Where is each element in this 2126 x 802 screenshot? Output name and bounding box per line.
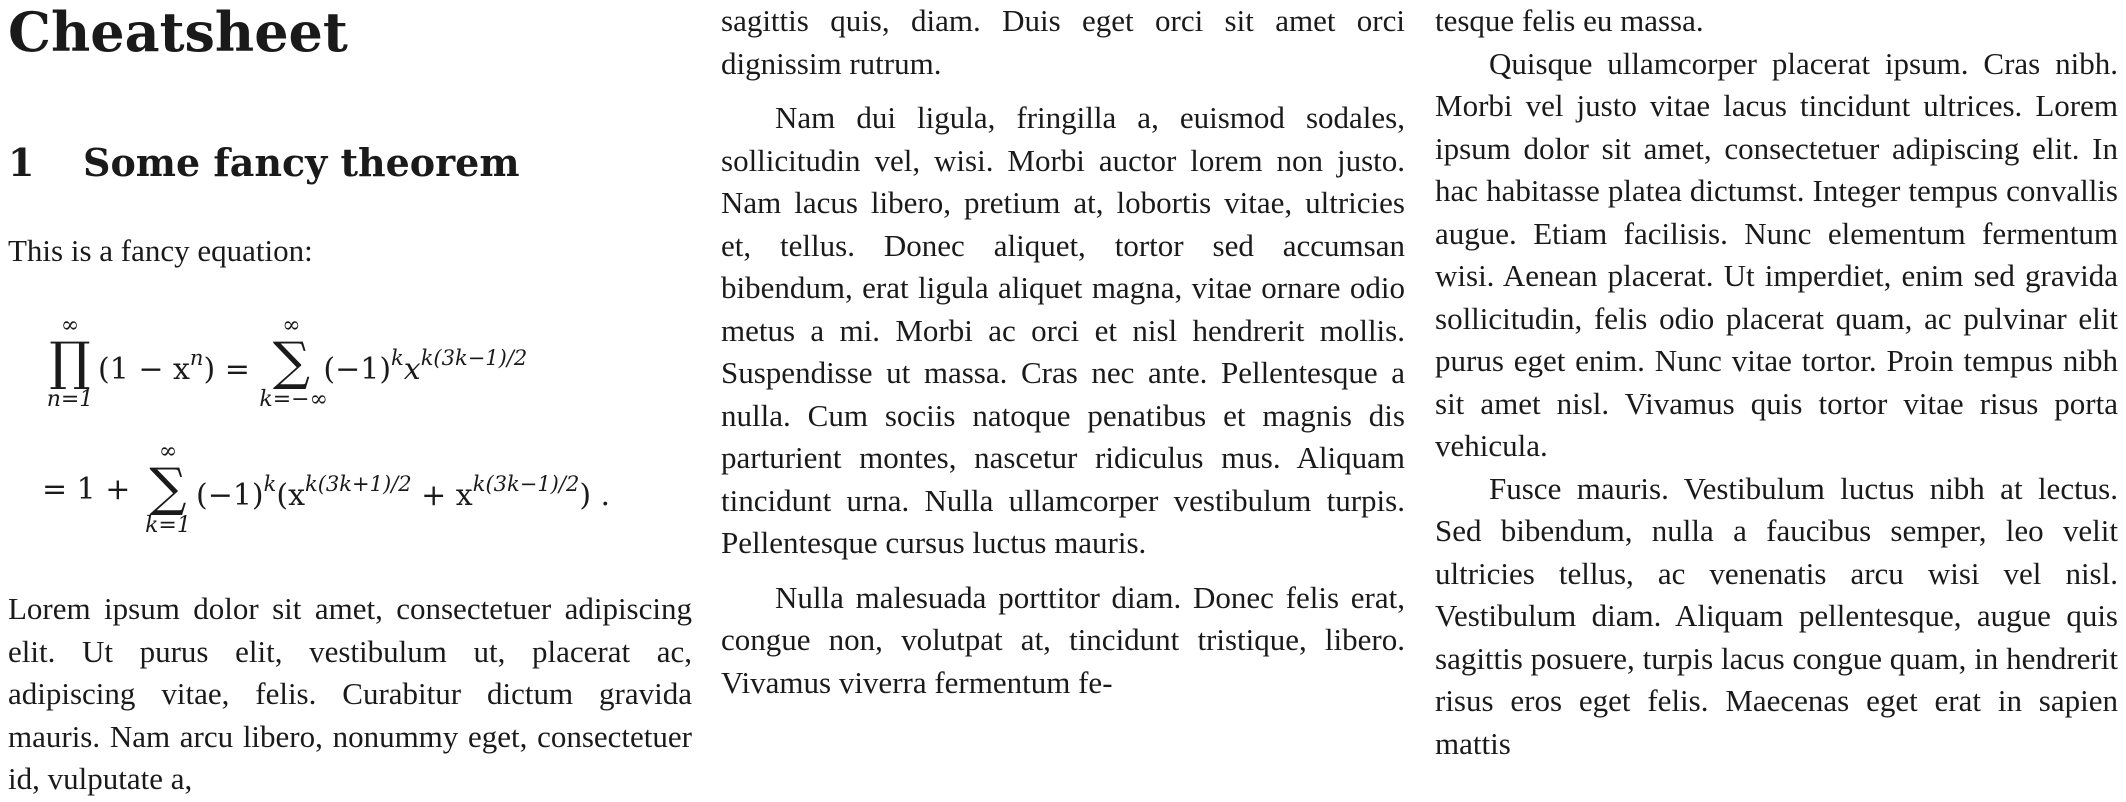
product-operator: ∞ ∏ n=1 (46, 313, 94, 412)
section-number: 1 (8, 140, 35, 185)
section-heading (8, 140, 520, 186)
body-paragraph: Fusce mauris. Vestibulum luctus nibh at lectus. Sed bibendum, nulla a faucibus semper, leo velit ultricies tellus, ac venenatis arcu wisi vel nisl. Vestibulum diam. Aliquam pellentesque, augue quis sagittis posuere, turpis lacus congue quam, in hendrerit risus eros eget felis. Maecenas eget erat in sapien mattis (1435, 470, 2118, 761)
section-title: Some fancy theorem (83, 140, 520, 185)
body-paragraph: tesque felis eu massa. (1435, 3, 1704, 38)
sum-operator-2: ∞ ∑ k=1 (145, 439, 191, 538)
body-paragraph: Nulla malesuada porttitor diam. Donec felis erat, congue non, volutpat at, tincidunt tristique, libero. Vivamus viverra fermentum fe- (721, 579, 1405, 700)
body-paragraph: Quisque ullamcorper placerat ipsum. Cras nibh. Morbi vel justo vitae lacus tincidunt ultrices. Lorem ipsum dolor sit amet, consectetuer adipiscing elit. In hac habitasse platea dictumst. Integer tempus convallis augue. Etiam facilisis. Nunc elementum fermentum wisi. Aenean placerat. Ut imperdiet, enim sed gravida sollicitudin, felis odio placerat quam, ac pulvinar elit purus eget enim. Nunc vitae tortor. Proin tempus nibh sit amet nisl. Vivamus quis tortor vitae risus porta vehicula. (1435, 45, 2118, 463)
body-paragraph: Lorem ipsum dolor sit amet, consectetuer adipiscing elit. Ut purus elit, vestibulum ut, placerat ac, adipiscing vitae, felis. Curabitur dictum gravida mauris. Nam arcu libero, nonummy eget, consectetuer id, vulputate a, (8, 591, 692, 796)
equation-intro: This is a fancy equation: (8, 233, 313, 268)
equation-line-2: = 1 + ∞ ∑ k=1 $(-1)^k(x^{k(3k+1)/2} + x^{k(3k-1)/2})$ . (42, 439, 611, 538)
equation-line-1: ∞ ∏ n=1 $(1 - x^n)$ = ∞ ∑ k=−∞ $(-1)^kx^{k(3k-1)/2}$ (42, 316, 527, 412)
column-3 (1435, 0, 2118, 765)
page-title: Cheatsheet (8, 0, 348, 64)
body-paragraph: sagittis quis, diam. Duis eget orci sit amet orci dignissim rutrum. (721, 3, 1405, 81)
column-2 (721, 0, 1405, 704)
sum-operator: ∞ ∑ k=−∞ (259, 313, 328, 412)
body-paragraph: Nam dui ligula, fringilla a, euismod sodales, sollicitudin vel, wisi. Morbi auctor lorem non justo. Nam lacus libero, pretium at, lobortis vitae, ultricies et, tellus. Donec aliquet, tortor sed accumsan bibendum, erat ligula aliquet magna, vitae ornare odio metus a mi. Morbi ac orci et nisl hendrerit mollis. Suspendisse ut massa. Cras nec ante. Pellentesque a nulla. Cum sociis natoque penatibus et magnis dis parturient montes, nascetur ridiculus mus. Aliquam tincidunt urna. Nulla ullamcorper vestibulum turpis. Pellentesque cursus luctus mauris. (721, 100, 1405, 560)
